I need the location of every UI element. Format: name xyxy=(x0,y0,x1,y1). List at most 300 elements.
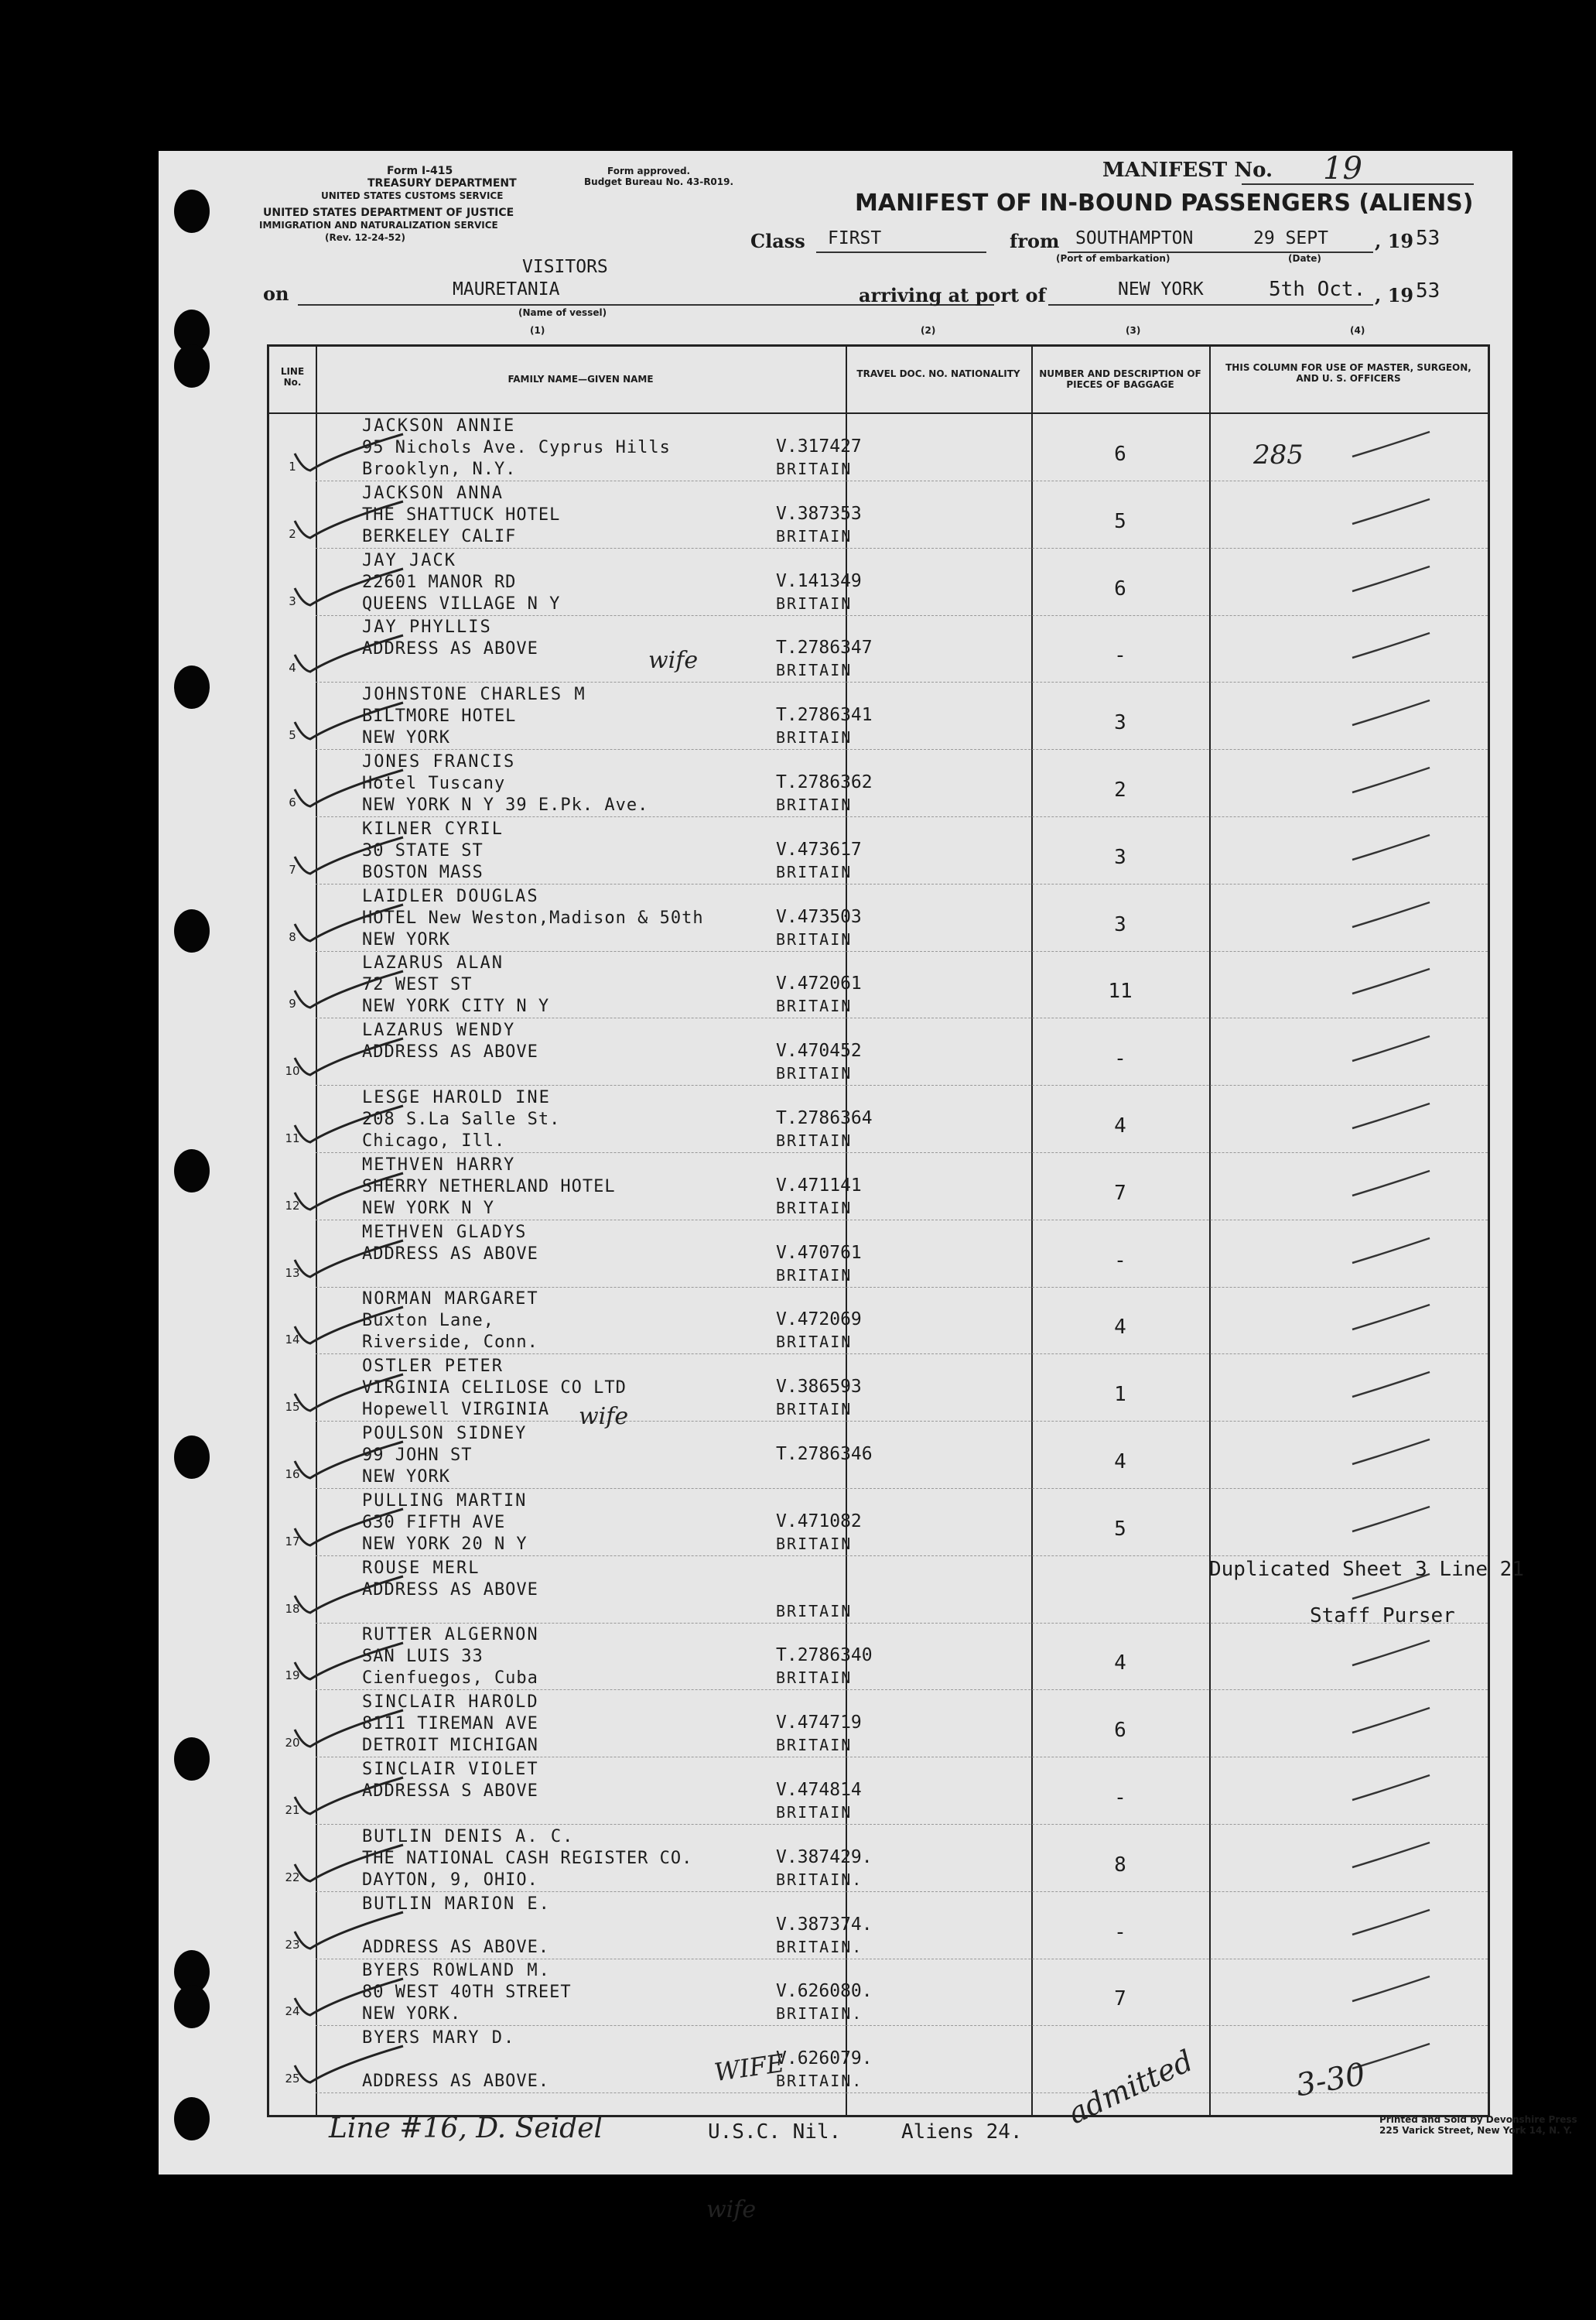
line-number: 16 xyxy=(285,1467,300,1481)
date-caption: (Date) xyxy=(1288,253,1321,264)
binder-hole xyxy=(174,666,210,709)
officer-slash-mark-icon xyxy=(1345,1432,1437,1470)
officer-slash-mark-icon xyxy=(1345,1297,1437,1336)
binder-hole xyxy=(174,1435,210,1479)
col-number-2: (2) xyxy=(921,325,936,336)
check-mark-icon xyxy=(291,1639,407,1685)
baggage-count: - xyxy=(1114,1920,1126,1944)
officer-slash-mark-icon xyxy=(1345,424,1437,463)
travel-doc-number: T.2786341 xyxy=(776,705,873,726)
passenger-name: OSTLER PETER xyxy=(362,1357,504,1377)
nationality: BRITAIN xyxy=(776,1534,853,1553)
col-number-3: (3) xyxy=(1126,325,1141,336)
travel-doc-number: V.387429. xyxy=(776,1846,873,1867)
check-mark-icon xyxy=(291,967,407,1014)
travel-doc-number: V.473503 xyxy=(776,906,862,927)
line-number: 2 xyxy=(289,526,296,541)
table-row xyxy=(269,1758,1488,1825)
baggage-count: 7 xyxy=(1114,1181,1126,1205)
baggage-count: 8 xyxy=(1114,1853,1126,1877)
check-mark-icon xyxy=(291,1505,407,1552)
travel-doc-number: V.141349 xyxy=(776,570,862,591)
table-row xyxy=(269,1959,1488,2026)
passenger-name: BYERS MARY D. xyxy=(362,2028,516,2048)
table-row xyxy=(269,1019,1488,1086)
travel-doc-number: V.474814 xyxy=(776,1780,862,1800)
passenger-name: RUTTER ALGERNON xyxy=(362,1625,539,1645)
passenger-name: JACKSON ANNA xyxy=(362,483,504,503)
address-line-1: ADDRESSA S ABOVE xyxy=(362,1781,538,1801)
embark-caption: (Port of embarkation) xyxy=(1056,253,1171,264)
line-number: 4 xyxy=(289,661,296,676)
nationality: BRITAIN. xyxy=(776,2072,863,2091)
from-year: 53 xyxy=(1416,227,1441,250)
baggage-count: 7 xyxy=(1114,1987,1126,2011)
passenger-name: BYERS ROWLAND M. xyxy=(362,1961,551,1981)
check-mark-icon xyxy=(291,1237,407,1283)
passenger-name: KILNER CYRIL xyxy=(362,819,504,839)
officer-slash-mark-icon xyxy=(1345,491,1437,530)
line-number: 20 xyxy=(285,1736,300,1750)
address-line-2: ADDRESS AS ABOVE. xyxy=(362,1937,550,1957)
table-row xyxy=(269,1355,1488,1422)
binder-hole xyxy=(174,344,210,388)
table-row xyxy=(269,1490,1488,1556)
footer-handwritten-signature: Line #16, D. Seidel xyxy=(329,2113,603,2144)
visitors-label: VISITORS xyxy=(522,257,608,277)
table-row xyxy=(269,952,1488,1018)
header-divider xyxy=(269,412,1488,414)
nationality: BRITAIN xyxy=(776,526,853,546)
address-line-2: NEW YORK xyxy=(362,1467,450,1487)
baggage-count: 11 xyxy=(1108,980,1133,1004)
officer-slash-mark-icon xyxy=(1345,625,1437,664)
address-line-1: 22601 MANOR RD xyxy=(362,572,517,592)
travel-doc-number: V.471082 xyxy=(776,1511,862,1531)
line-number: 17 xyxy=(285,1534,300,1548)
travel-doc-number: V.472061 xyxy=(776,974,862,994)
nationality: BRITAIN xyxy=(776,1131,853,1150)
travel-doc-number: V.471141 xyxy=(776,1175,862,1196)
ins-label: IMMIGRATION AND NATURALIZATION SERVICE xyxy=(259,220,498,231)
nationality: BRITAIN xyxy=(776,1265,853,1285)
line-number: 5 xyxy=(289,728,296,743)
address-line-1: 208 S.La Salle St. xyxy=(362,1110,561,1129)
officer-slash-mark-icon xyxy=(1345,1767,1437,1806)
check-mark-icon xyxy=(291,1370,407,1417)
nationality: BRITAIN xyxy=(776,796,853,814)
address-line-2: Brooklyn, N.Y. xyxy=(362,460,517,479)
header-baggage: NUMBER AND DESCRIPTION OF PIECES OF BAGGAGE xyxy=(1039,368,1201,390)
check-mark-icon xyxy=(291,1303,407,1350)
passenger-name: SINCLAIR HAROLD xyxy=(362,1692,539,1713)
nationality: BRITAIN xyxy=(776,728,853,748)
travel-doc-number: V.626079. xyxy=(776,2048,873,2069)
binder-hole xyxy=(174,2097,210,2140)
travel-doc-number: V.626080. xyxy=(776,1981,873,2002)
nationality: BRITAIN xyxy=(776,1803,853,1822)
address-line-1: ADDRESS AS ABOVE xyxy=(362,639,538,659)
address-line-2: Cienfuegos, Cuba xyxy=(362,1668,538,1689)
travel-doc-number: T.2786364 xyxy=(776,1108,873,1128)
passenger-name: JAY JACK xyxy=(362,550,456,570)
class-value: FIRST xyxy=(828,228,882,248)
line-number: 18 xyxy=(285,1601,300,1616)
baggage-count: - xyxy=(1114,1248,1126,1272)
table-row xyxy=(269,1086,1488,1153)
address-line-1: 72 WEST ST xyxy=(362,975,473,995)
table-row xyxy=(269,1691,1488,1757)
header-name: FAMILY NAME—GIVEN NAME xyxy=(508,374,654,385)
baggage-count: 2 xyxy=(1114,778,1126,802)
address-line-2: NEW YORK xyxy=(362,728,450,748)
arrive-year: 53 xyxy=(1416,279,1441,303)
baggage-count: 6 xyxy=(1114,443,1126,466)
address-line-2: NEW YORK 20 N Y xyxy=(362,1534,528,1554)
check-mark-icon xyxy=(291,430,407,477)
travel-doc-number: V.386593 xyxy=(776,1377,862,1398)
passenger-name: NORMAN MARGARET xyxy=(362,1289,539,1309)
line-number: 25 xyxy=(285,2072,300,2086)
baggage-count: - xyxy=(1114,1786,1126,1809)
address-line-1: 80 WEST 40TH STREET xyxy=(362,1983,572,2003)
check-mark-icon xyxy=(291,1438,407,1484)
nationality: BRITAIN xyxy=(776,929,853,949)
passenger-name: SINCLAIR VIOLET xyxy=(362,1760,539,1779)
from-date: 29 SEPT xyxy=(1253,228,1328,248)
check-mark-icon xyxy=(291,901,407,947)
baggage-count: 3 xyxy=(1114,845,1126,869)
rev-label: (Rev. 12-24-52) xyxy=(325,232,405,243)
officer-slash-mark-icon xyxy=(1345,1835,1437,1873)
handwritten-285: 285 xyxy=(1253,440,1304,471)
travel-doc-number: V.387353 xyxy=(776,503,862,524)
officer-slash-mark-icon xyxy=(1345,961,1437,1000)
table-row xyxy=(269,1288,1488,1354)
table-row xyxy=(269,549,1488,616)
line-number: 10 xyxy=(285,1064,300,1079)
officer-slash-mark-icon xyxy=(1345,693,1437,731)
form-number: Form I-415 xyxy=(387,165,453,177)
check-mark-icon xyxy=(291,1102,407,1148)
nationality: BRITAIN xyxy=(776,594,853,613)
table-row xyxy=(269,1624,1488,1690)
check-mark-icon xyxy=(291,766,407,813)
address-line-2: Chicago, Ill. xyxy=(362,1131,506,1151)
binder-hole xyxy=(174,1737,210,1781)
handwritten-wife-byers: wife xyxy=(706,2196,757,2223)
officer-slash-mark-icon xyxy=(1345,1163,1437,1202)
officer-slash-mark-icon xyxy=(1345,760,1437,799)
manifest-title: MANIFEST OF IN-BOUND PASSENGERS (ALIENS) xyxy=(855,190,1474,217)
officer-slash-mark-icon xyxy=(1345,1499,1437,1538)
handwritten-wife-butlin: WIFE xyxy=(712,2048,787,2088)
nationality: BRITAIN xyxy=(776,1333,853,1352)
line-number: 14 xyxy=(285,1333,300,1347)
baggage-count: 4 xyxy=(1114,1651,1126,1675)
staff-purser-note: Staff Purser xyxy=(1310,1604,1455,1627)
nationality: BRITAIN xyxy=(776,1198,853,1217)
check-mark-icon xyxy=(291,2042,407,2089)
travel-doc-number: T.2786362 xyxy=(776,772,873,792)
address-line-2: BERKELEY CALIF xyxy=(362,526,517,546)
table-row xyxy=(269,1893,1488,1959)
line-number: 19 xyxy=(285,1668,300,1683)
binder-hole xyxy=(174,1149,210,1193)
baggage-count: 1 xyxy=(1114,1383,1126,1407)
baggage-count: 6 xyxy=(1114,577,1126,601)
line-number: 15 xyxy=(285,1400,300,1415)
table-row xyxy=(269,683,1488,750)
handwritten-wife-jay: wife xyxy=(648,647,699,674)
check-mark-icon xyxy=(291,699,407,745)
passenger-name: JONES FRANCIS xyxy=(362,752,516,772)
address-line-2: NEW YORK N Y xyxy=(362,1198,494,1218)
address-line-2: NEW YORK xyxy=(362,929,450,950)
check-mark-icon xyxy=(291,1841,407,1887)
nationality: BRITAIN. xyxy=(776,1870,863,1889)
nationality: BRITAIN xyxy=(776,997,853,1016)
binder-hole xyxy=(174,1985,210,2028)
passenger-name: PULLING MARTIN xyxy=(362,1490,528,1511)
check-mark-icon xyxy=(291,1774,407,1820)
check-mark-icon xyxy=(291,1169,407,1216)
address-line-1: 99 JOHN ST xyxy=(362,1446,473,1465)
table-row xyxy=(269,751,1488,817)
line-number: 8 xyxy=(289,929,296,944)
officer-slash-mark-icon xyxy=(1345,1700,1437,1739)
passenger-name: POULSON SIDNEY xyxy=(362,1424,528,1443)
travel-doc-number: T.2786340 xyxy=(776,1645,873,1666)
officer-slash-mark-icon xyxy=(1345,895,1437,933)
officer-slash-mark-icon xyxy=(1345,1364,1437,1403)
baggage-count: 3 xyxy=(1114,711,1126,735)
check-mark-icon xyxy=(291,1908,407,1955)
passenger-name: LAIDLER DOUGLAS xyxy=(362,886,539,906)
budget-bureau: Budget Bureau No. 43-R019. xyxy=(584,176,734,187)
vessel-name: MAURETANIA xyxy=(453,279,560,299)
passenger-name: JAY PHYLLIS xyxy=(362,618,492,638)
check-mark-icon xyxy=(291,833,407,880)
table-row xyxy=(269,1826,1488,1892)
header-line-no: LINE No. xyxy=(280,366,305,388)
passenger-name: LAZARUS WENDY xyxy=(362,1021,516,1041)
address-line-2: QUEENS VILLAGE N Y xyxy=(362,594,561,614)
nationality: BRITAIN xyxy=(776,862,853,881)
binder-hole xyxy=(174,190,210,233)
address-line-1: 630 FIFTH AVE xyxy=(362,1512,506,1532)
address-line-1: SHERRY NETHERLAND HOTEL xyxy=(362,1176,616,1196)
line-number: 22 xyxy=(285,1870,300,1884)
check-mark-icon xyxy=(291,631,407,678)
treasury-dept: TREASURY DEPARTMENT xyxy=(367,177,517,190)
manifest-no-value: 19 xyxy=(1323,151,1362,186)
officer-slash-mark-icon xyxy=(1345,827,1437,866)
arriving-label: arriving at port of xyxy=(859,284,1046,306)
footer-admitted-note: admitted xyxy=(1062,2043,1198,2131)
passenger-name: BUTLIN DENIS A. C. xyxy=(362,1826,575,1846)
line-number: 24 xyxy=(285,2004,300,2019)
check-mark-icon xyxy=(291,1572,407,1619)
line-number: 23 xyxy=(285,1937,300,1952)
baggage-count: 6 xyxy=(1114,1719,1126,1743)
passenger-name: BUTLIN MARION E. xyxy=(362,1894,551,1914)
port-name: NEW YORK xyxy=(1118,279,1204,299)
line-number: 11 xyxy=(285,1131,300,1145)
passenger-name: LESGE HAROLD INE xyxy=(362,1088,551,1107)
form-approved: Form approved. xyxy=(607,166,691,176)
address-line-1: THE NATIONAL CASH REGISTER CO. xyxy=(362,1848,693,1868)
officer-slash-mark-icon xyxy=(1345,1633,1437,1672)
address-line-1: ADDRESS AS ABOVE xyxy=(362,1244,538,1264)
baggage-count: - xyxy=(1114,1047,1126,1071)
address-line-1: VIRGINIA CELILOSE CO LTD xyxy=(362,1378,627,1398)
table-row xyxy=(269,1154,1488,1220)
arrive-date: 5th Oct. xyxy=(1269,278,1366,301)
travel-doc-number: V.473617 xyxy=(776,839,862,860)
line-number: 12 xyxy=(285,1198,300,1213)
table-row xyxy=(269,1422,1488,1489)
line-number: 7 xyxy=(289,862,296,877)
nationality: BRITAIN xyxy=(776,1400,853,1419)
port-line xyxy=(1048,304,1373,306)
address-line-2: ADDRESS AS ABOVE. xyxy=(362,2072,550,2092)
officer-slash-mark-icon xyxy=(1345,1096,1437,1134)
col-number-1: (1) xyxy=(530,325,545,336)
baggage-count: 4 xyxy=(1114,1316,1126,1340)
footer-time-note: 3-30 xyxy=(1293,2056,1369,2104)
line-number: 13 xyxy=(285,1265,300,1280)
travel-doc-number: V.474719 xyxy=(776,1713,862,1733)
address-line-2: Hopewell VIRGINIA xyxy=(362,1400,550,1420)
baggage-count: 4 xyxy=(1114,1114,1126,1138)
check-mark-icon xyxy=(291,565,407,611)
baggage-count: - xyxy=(1114,644,1126,668)
baggage-count: 5 xyxy=(1114,1517,1126,1541)
officer-slash-mark-icon xyxy=(1345,1028,1437,1067)
duplicated-sheet-note: Duplicated Sheet 3 Line 21 xyxy=(1209,1558,1524,1581)
officer-slash-mark-icon xyxy=(1345,1230,1437,1269)
header-officers-column: THIS COLUMN FOR USE OF MASTER, SURGEON, AND U. S. OFFICERS xyxy=(1225,362,1471,384)
from-label: from xyxy=(1010,230,1060,252)
address-line-1: THE SHATTUCK HOTEL xyxy=(362,505,561,525)
passenger-name: METHVEN GLADYS xyxy=(362,1222,528,1242)
printer-line-2: 225 Varick Street, New York 14, N. Y. xyxy=(1379,2125,1573,2136)
travel-doc-number: T.2786347 xyxy=(776,638,873,659)
baggage-count: 4 xyxy=(1114,1450,1126,1473)
address-line-2: NEW YORK N Y 39 E.Pk. Ave. xyxy=(362,796,649,815)
table-row xyxy=(269,616,1488,683)
justice-dept: UNITED STATES DEPARTMENT OF JUSTICE xyxy=(263,207,514,219)
address-line-1: 30 STATE ST xyxy=(362,840,484,861)
address-line-1: SAN LUIS 33 xyxy=(362,1647,484,1667)
travel-doc-number: V.317427 xyxy=(776,436,862,457)
manifest-sheet xyxy=(159,151,1577,2223)
nationality: BRITAIN xyxy=(776,1736,853,1755)
travel-doc-number: V.472069 xyxy=(776,1309,862,1330)
table-row xyxy=(269,818,1488,885)
travel-doc-number: T.2786346 xyxy=(776,1444,873,1464)
manifest-no-label: MANIFEST No. xyxy=(1102,159,1273,182)
line-number: 1 xyxy=(289,460,296,474)
travel-doc-number: V.387374. xyxy=(776,1914,873,1935)
check-mark-icon xyxy=(291,1975,407,2021)
table-row xyxy=(269,885,1488,952)
col-number-4: (4) xyxy=(1350,325,1365,336)
line-number: 6 xyxy=(289,796,296,809)
aliens-count: Aliens 24. xyxy=(901,2120,1023,2144)
nationality: BRITAIN xyxy=(776,1601,853,1620)
nationality: BRITAIN xyxy=(776,1668,853,1688)
nationality: BRITAIN xyxy=(776,460,853,478)
baggage-count: 5 xyxy=(1114,509,1126,533)
check-mark-icon xyxy=(291,1035,407,1081)
address-line-2: Riverside, Conn. xyxy=(362,1333,538,1353)
passenger-name: LAZARUS ALAN xyxy=(362,953,504,974)
printer-line-1: Printed and Sold by Devonshire Press xyxy=(1379,2114,1577,2125)
address-line-2: DETROIT MICHIGAN xyxy=(362,1736,538,1756)
arrive-year-prefix: , 19 xyxy=(1375,284,1414,306)
passenger-name: ROUSE MERL xyxy=(362,1558,480,1578)
address-line-1: Hotel Tuscany xyxy=(362,774,506,793)
vessel-caption: (Name of vessel) xyxy=(518,307,607,318)
nationality: BRITAIN. xyxy=(776,2004,863,2024)
line-number: 9 xyxy=(289,997,296,1011)
address-line-1: BILTMORE HOTEL xyxy=(362,707,517,727)
address-line-1: ADDRESS AS ABOVE xyxy=(362,1042,538,1062)
address-line-2: NEW YORK CITY N Y xyxy=(362,997,550,1017)
nationality: BRITAIN. xyxy=(776,1937,863,1956)
address-line-1: HOTEL New Weston,Madison & 50th xyxy=(362,908,704,928)
line-number: 21 xyxy=(285,1803,300,1817)
travel-doc-number: V.470452 xyxy=(776,1041,862,1062)
from-value: SOUTHAMPTON xyxy=(1075,228,1194,248)
header-travel-doc: TRAVEL DOC. NO. NATIONALITY xyxy=(856,368,1020,379)
class-line xyxy=(816,252,986,253)
nationality: BRITAIN xyxy=(776,1064,853,1083)
binder-hole xyxy=(174,909,210,953)
address-line-1: 8111 TIREMAN AVE xyxy=(362,1714,538,1734)
passenger-name: JACKSON ANNIE xyxy=(362,416,516,436)
handwritten-wife-methven: wife xyxy=(579,1403,629,1430)
nationality: BRITAIN xyxy=(776,661,853,680)
officer-slash-mark-icon xyxy=(1345,1969,1437,2007)
address-line-2: DAYTON, 9, OHIO. xyxy=(362,1870,538,1890)
on-label: on xyxy=(263,282,289,305)
address-line-2: NEW YORK. xyxy=(362,2004,462,2024)
table-row xyxy=(269,1221,1488,1288)
address-line-1: ADDRESS AS ABOVE xyxy=(362,1579,538,1600)
from-year-prefix: , 19 xyxy=(1375,230,1414,252)
class-label: Class xyxy=(750,230,805,252)
travel-doc-number: V.470761 xyxy=(776,1242,862,1263)
officer-slash-mark-icon xyxy=(1345,1902,1437,1941)
table-row xyxy=(269,482,1488,549)
officer-slash-mark-icon xyxy=(1345,559,1437,597)
baggage-count: 3 xyxy=(1114,912,1126,936)
line-number: 3 xyxy=(289,594,296,608)
usc-nil: U.S.C. Nil. xyxy=(708,2120,842,2144)
passenger-name: JOHNSTONE CHARLES M xyxy=(362,685,586,705)
address-line-1: Buxton Lane, xyxy=(362,1311,494,1331)
customs-service: UNITED STATES CUSTOMS SERVICE xyxy=(321,190,504,201)
passenger-name: METHVEN HARRY xyxy=(362,1155,516,1175)
address-line-1: 95 Nichols Ave. Cyprus Hills xyxy=(362,438,671,457)
address-line-2: BOSTON MASS xyxy=(362,862,484,882)
table-row xyxy=(269,415,1488,481)
check-mark-icon xyxy=(291,498,407,544)
check-mark-icon xyxy=(291,1706,407,1753)
